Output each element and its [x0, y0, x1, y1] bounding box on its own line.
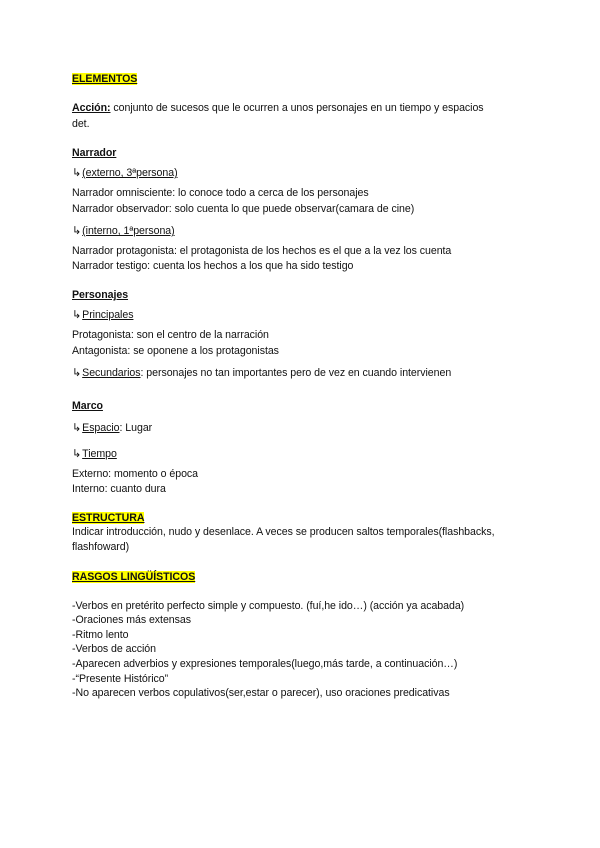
- accion-text: conjunto de sucesos que le ocurren a unos personajes en un tiempo y espacios: [110, 102, 484, 114]
- accion-line-2: det.: [72, 118, 90, 130]
- narrador-omnisciente: Narrador omnisciente: lo conoce todo a cerca de los personajes: [72, 187, 369, 199]
- sub-arrow-icon: ↳: [72, 167, 82, 179]
- heading-narrador: Narrador: [72, 147, 117, 159]
- principales-line: ↳Principales: [72, 309, 134, 321]
- narrador-testigo: Narrador testigo: cuenta los hechos a los que ha sido testigo: [72, 260, 354, 272]
- estructura-text-2: flashfoward): [72, 541, 130, 553]
- tiempo-line: ↳Tiempo: [72, 448, 117, 460]
- sub-arrow-icon: ↳: [72, 422, 82, 434]
- heading-personajes: Personajes: [72, 289, 129, 301]
- rasgo-3: -Ritmo lento: [72, 629, 129, 641]
- protagonista: Protagonista: son el centro de la narración: [72, 329, 269, 341]
- espacio-line: ↳Espacio: Lugar: [72, 422, 153, 434]
- rasgo-5: -Aparecen adverbios y expresiones temporales(luego,más tarde, a continuación…): [72, 658, 458, 670]
- sub-arrow-icon: ↳: [72, 309, 82, 321]
- narrador-interno-line: ↳(interno, 1ªpersona): [72, 225, 175, 237]
- heading-rasgos: RASGOS LINGÜÍSTICOS: [72, 571, 196, 583]
- rasgo-6: -“Presente Histórico”: [72, 673, 169, 685]
- sub-arrow-icon: ↳: [72, 367, 82, 379]
- accion-label: Acción:: [72, 102, 111, 114]
- secundarios-line: ↳Secundarios: personajes no tan importantes pero de vez en cuando intervienen: [72, 367, 452, 379]
- rasgo-2: -Oraciones más extensas: [72, 614, 191, 626]
- sub-arrow-icon: ↳: [72, 448, 82, 460]
- rasgo-1: -Verbos en pretérito perfecto simple y compuesto. (fuí,he ido…) (acción ya acabada): [72, 600, 465, 612]
- narrador-observador: Narrador observador: solo cuenta lo que puede observar(camara de cine): [72, 203, 415, 215]
- tiempo-externo: Externo: momento o época: [72, 468, 198, 480]
- narrador-externo-line: ↳(externo, 3ªpersona): [72, 167, 178, 179]
- narrador-protagonista: Narrador protagonista: el protagonista de los hechos es el que a la vez los cuenta: [72, 245, 452, 257]
- antagonista: Antagonista: se oponene a los protagonistas: [72, 345, 279, 357]
- tiempo-interno: Interno: cuanto dura: [72, 483, 166, 495]
- heading-elementos: ELEMENTOS: [72, 73, 138, 85]
- estructura-text-1: Indicar introducción, nudo y desenlace. A veces se producen saltos temporales(flashbacks,: [72, 526, 495, 538]
- heading-marco: Marco: [72, 400, 103, 412]
- accion-line: [72, 101, 484, 115]
- rasgo-4: -Verbos de acción: [72, 643, 156, 655]
- rasgo-7: -No aparecen verbos copulativos(ser,estar o parecer), uso oraciones predicativas: [72, 687, 450, 699]
- sub-arrow-icon: ↳: [72, 225, 82, 237]
- heading-estructura: ESTRUCTURA: [72, 512, 145, 524]
